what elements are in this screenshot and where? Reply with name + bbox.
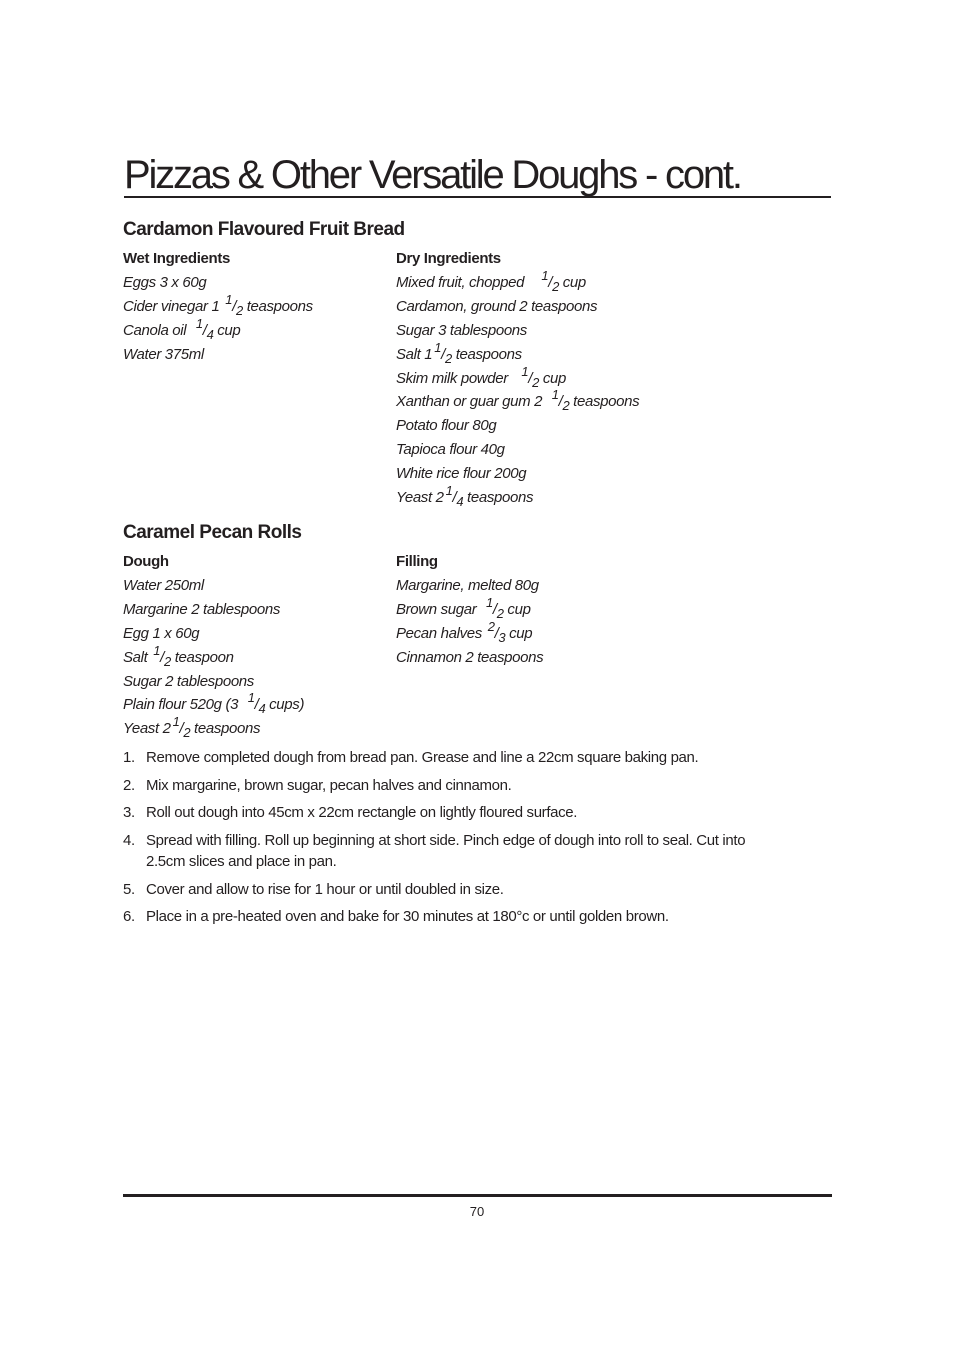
ingredient-text: Salt 1 (396, 345, 433, 363)
ingredient-item (123, 690, 383, 717)
ingredient-item (123, 343, 383, 367)
fraction-denominator: 2 (532, 374, 539, 390)
fraction-slash: / (232, 297, 237, 315)
method-steps (123, 747, 783, 934)
ingredient-unit: teaspoons (242, 297, 313, 315)
page-number: 70 (469, 1204, 485, 1219)
ingredient-item (123, 315, 383, 343)
ingredient-text: Eggs 3 x 60g (123, 274, 207, 291)
ingredient-list (396, 268, 726, 510)
fraction (539, 268, 559, 294)
ingredient-unit: teaspoons (451, 345, 522, 363)
ingredient-item (396, 339, 726, 367)
ingredient-item (123, 271, 383, 295)
step-number: 2. (123, 776, 135, 794)
fraction-slash: / (494, 624, 499, 642)
ingredient-unit: teaspoons (190, 720, 261, 738)
ingredient-text: Pecan halves (396, 624, 486, 642)
step-text: Mix margarine, brown sugar, pecan halves and cinnamon. (146, 776, 512, 794)
fraction-denominator: 3 (498, 629, 506, 645)
column-heading: Dry Ingredients (396, 250, 501, 267)
fraction-slash: / (452, 489, 457, 507)
ingredient-list (123, 574, 383, 741)
ingredient-text: Xanthan or guar gum 2 (396, 393, 550, 411)
fraction (550, 387, 570, 414)
fraction-denominator: 4 (456, 494, 464, 510)
fraction (171, 714, 191, 741)
ingredient-unit: cup (213, 321, 241, 339)
ingredient-text: Sugar 3 tablespoons (396, 321, 527, 339)
ingredient-unit: cup (558, 274, 586, 291)
column-heading: Filling (396, 553, 438, 570)
step-number: 6. (123, 908, 135, 926)
ingredient-text: Water 250ml (123, 577, 204, 594)
fraction-numerator: 1 (551, 387, 559, 403)
column-heading: Dough (123, 553, 169, 570)
step-text: Cover and allow to rise for 1 hour or until doubled in size. (146, 880, 504, 898)
ingredient-unit: cup (505, 624, 533, 642)
ingredient-text: Yeast 2 (123, 720, 171, 738)
fraction-slash: / (179, 720, 184, 738)
ingredient-item (396, 594, 726, 622)
fraction-numerator: 1 (153, 642, 161, 658)
footer-divider (123, 1194, 832, 1197)
method-step (123, 775, 783, 796)
ingredient-item (396, 574, 726, 598)
method-step (123, 830, 783, 872)
ingredient-item (396, 646, 726, 670)
fraction (432, 339, 452, 366)
ingredient-column-dry (396, 247, 726, 510)
step-number: 5. (123, 880, 135, 898)
ingredient-unit: teaspoon (170, 648, 234, 666)
fraction-denominator: 4 (206, 326, 214, 342)
fraction-slash: / (548, 274, 553, 291)
ingredient-item (396, 438, 726, 462)
fraction-denominator: 2 (163, 653, 171, 669)
fraction-numerator: 1 (445, 483, 453, 499)
fraction-numerator: 1 (247, 690, 255, 706)
fraction-denominator: 2 (444, 350, 452, 366)
ingredient-text: White rice flour 200g (396, 465, 527, 483)
step-text: Remove completed dough from bread pan. Grease and line a 22cm square baking pan. (146, 749, 699, 766)
fraction-slash: / (558, 393, 563, 411)
fraction-denominator: 2 (552, 279, 559, 294)
ingredient-unit: cup (503, 600, 531, 618)
ingredient-item (123, 598, 383, 622)
fraction-denominator: 2 (183, 725, 191, 741)
ingredient-item (396, 387, 726, 414)
ingredient-text: Water 375ml (123, 345, 204, 363)
method-step (123, 906, 783, 927)
ingredient-item (123, 574, 383, 598)
step-number: 4. (123, 832, 135, 850)
ingredient-text: Salt (123, 648, 152, 666)
ingredient-unit: cups) (265, 696, 305, 714)
ingredient-text: Cardamon, ground 2 teaspoons (396, 297, 598, 315)
fraction-numerator: 1 (434, 339, 442, 355)
fraction-slash: / (202, 321, 207, 339)
ingredient-unit: cup (539, 369, 566, 387)
page-title: Pizzas & Other Versatile Doughs - cont. (124, 153, 741, 197)
ingredient-text: Margarine 2 tablespoons (123, 600, 281, 618)
ingredient-item (123, 622, 383, 646)
ingredient-item (123, 714, 383, 741)
ingredient-item (396, 618, 726, 646)
fraction (151, 642, 171, 669)
fraction (519, 363, 539, 390)
step-text: Place in a pre-heated oven and bake for 30 minutes at 180°c or until golden brown. (146, 908, 669, 926)
method-step (123, 802, 783, 823)
method-step (123, 747, 783, 768)
ingredient-item (396, 414, 726, 438)
step-number: 3. (123, 804, 135, 822)
ingredient-text: Tapioca flour 40g (396, 441, 505, 459)
ingredient-item (123, 291, 383, 319)
ingredient-text: Potato flour 80g (396, 417, 497, 435)
fraction (484, 594, 504, 621)
fraction-numerator: 1 (521, 363, 529, 379)
fraction-slash: / (160, 648, 164, 666)
fraction-numerator: 1 (225, 291, 233, 307)
fraction (444, 483, 464, 510)
ingredient-item (396, 295, 726, 319)
fraction-slash: / (441, 345, 445, 363)
ingredient-text: Egg 1 x 60g (123, 624, 200, 642)
step-text: Roll out dough into 45cm x 22cm rectangle on lightly floured surface. (146, 804, 578, 822)
fraction-numerator: 1 (195, 315, 203, 331)
ingredient-item (396, 268, 726, 295)
fraction (194, 315, 214, 342)
ingredient-column-filling (396, 550, 726, 670)
ingredient-text: Yeast 2 (396, 489, 444, 507)
fraction-numerator: 1 (486, 594, 493, 610)
ingredient-unit: teaspoons (463, 489, 534, 507)
step-text: Spread with filling. Roll up beginning at short side. Pinch edge of dough into roll to seal. Cut into 2.5cm slices and place in pan. (146, 832, 746, 871)
recipe-title-caramel-pecan-rolls: Caramel Pecan Rolls (123, 522, 302, 543)
method-step (123, 879, 783, 900)
ingredient-item (396, 483, 726, 510)
ingredient-text: Mixed fruit, chopped (396, 274, 540, 291)
fraction-denominator: 4 (258, 701, 266, 717)
ingredient-item (396, 363, 726, 391)
ingredient-text: Margarine, melted 80g (396, 577, 539, 594)
ingredient-column-dough (123, 550, 383, 741)
ingredient-unit: teaspoons (569, 393, 640, 411)
fraction-numerator: 1 (541, 268, 549, 283)
ingredient-item (396, 319, 726, 343)
ingredient-item (123, 642, 383, 670)
fraction (223, 291, 243, 318)
fraction (246, 690, 266, 717)
fraction-slash: / (528, 369, 533, 387)
ingredient-text: Canola oil (123, 321, 194, 339)
fraction-denominator: 2 (236, 302, 243, 318)
fraction (486, 618, 506, 645)
ingredient-text: Plain flour 520g (3 (123, 696, 246, 714)
fraction-denominator: 2 (496, 605, 504, 621)
ingredient-list (396, 574, 726, 670)
fraction-denominator: 2 (562, 398, 570, 414)
fraction-numerator: 2 (487, 618, 495, 634)
ingredient-text: Cinnamon 2 teaspoons (396, 648, 544, 666)
ingredient-text: Brown sugar (396, 600, 484, 618)
fraction-numerator: 1 (172, 714, 180, 730)
ingredient-list (123, 271, 383, 367)
recipe-title-cardamon-fruit-bread: Cardamon Flavoured Fruit Bread (123, 219, 405, 240)
title-divider (124, 196, 831, 198)
ingredient-column-wet (123, 247, 383, 367)
column-heading: Wet Ingredients (123, 250, 230, 267)
fraction-slash: / (254, 696, 259, 714)
ingredient-text: Cider vinegar 1 (123, 297, 224, 315)
ingredient-text: Sugar 2 tablespoons (123, 672, 254, 690)
step-number: 1. (123, 749, 135, 766)
ingredient-text: Skim milk powder (396, 369, 520, 387)
fraction-slash: / (492, 600, 497, 618)
